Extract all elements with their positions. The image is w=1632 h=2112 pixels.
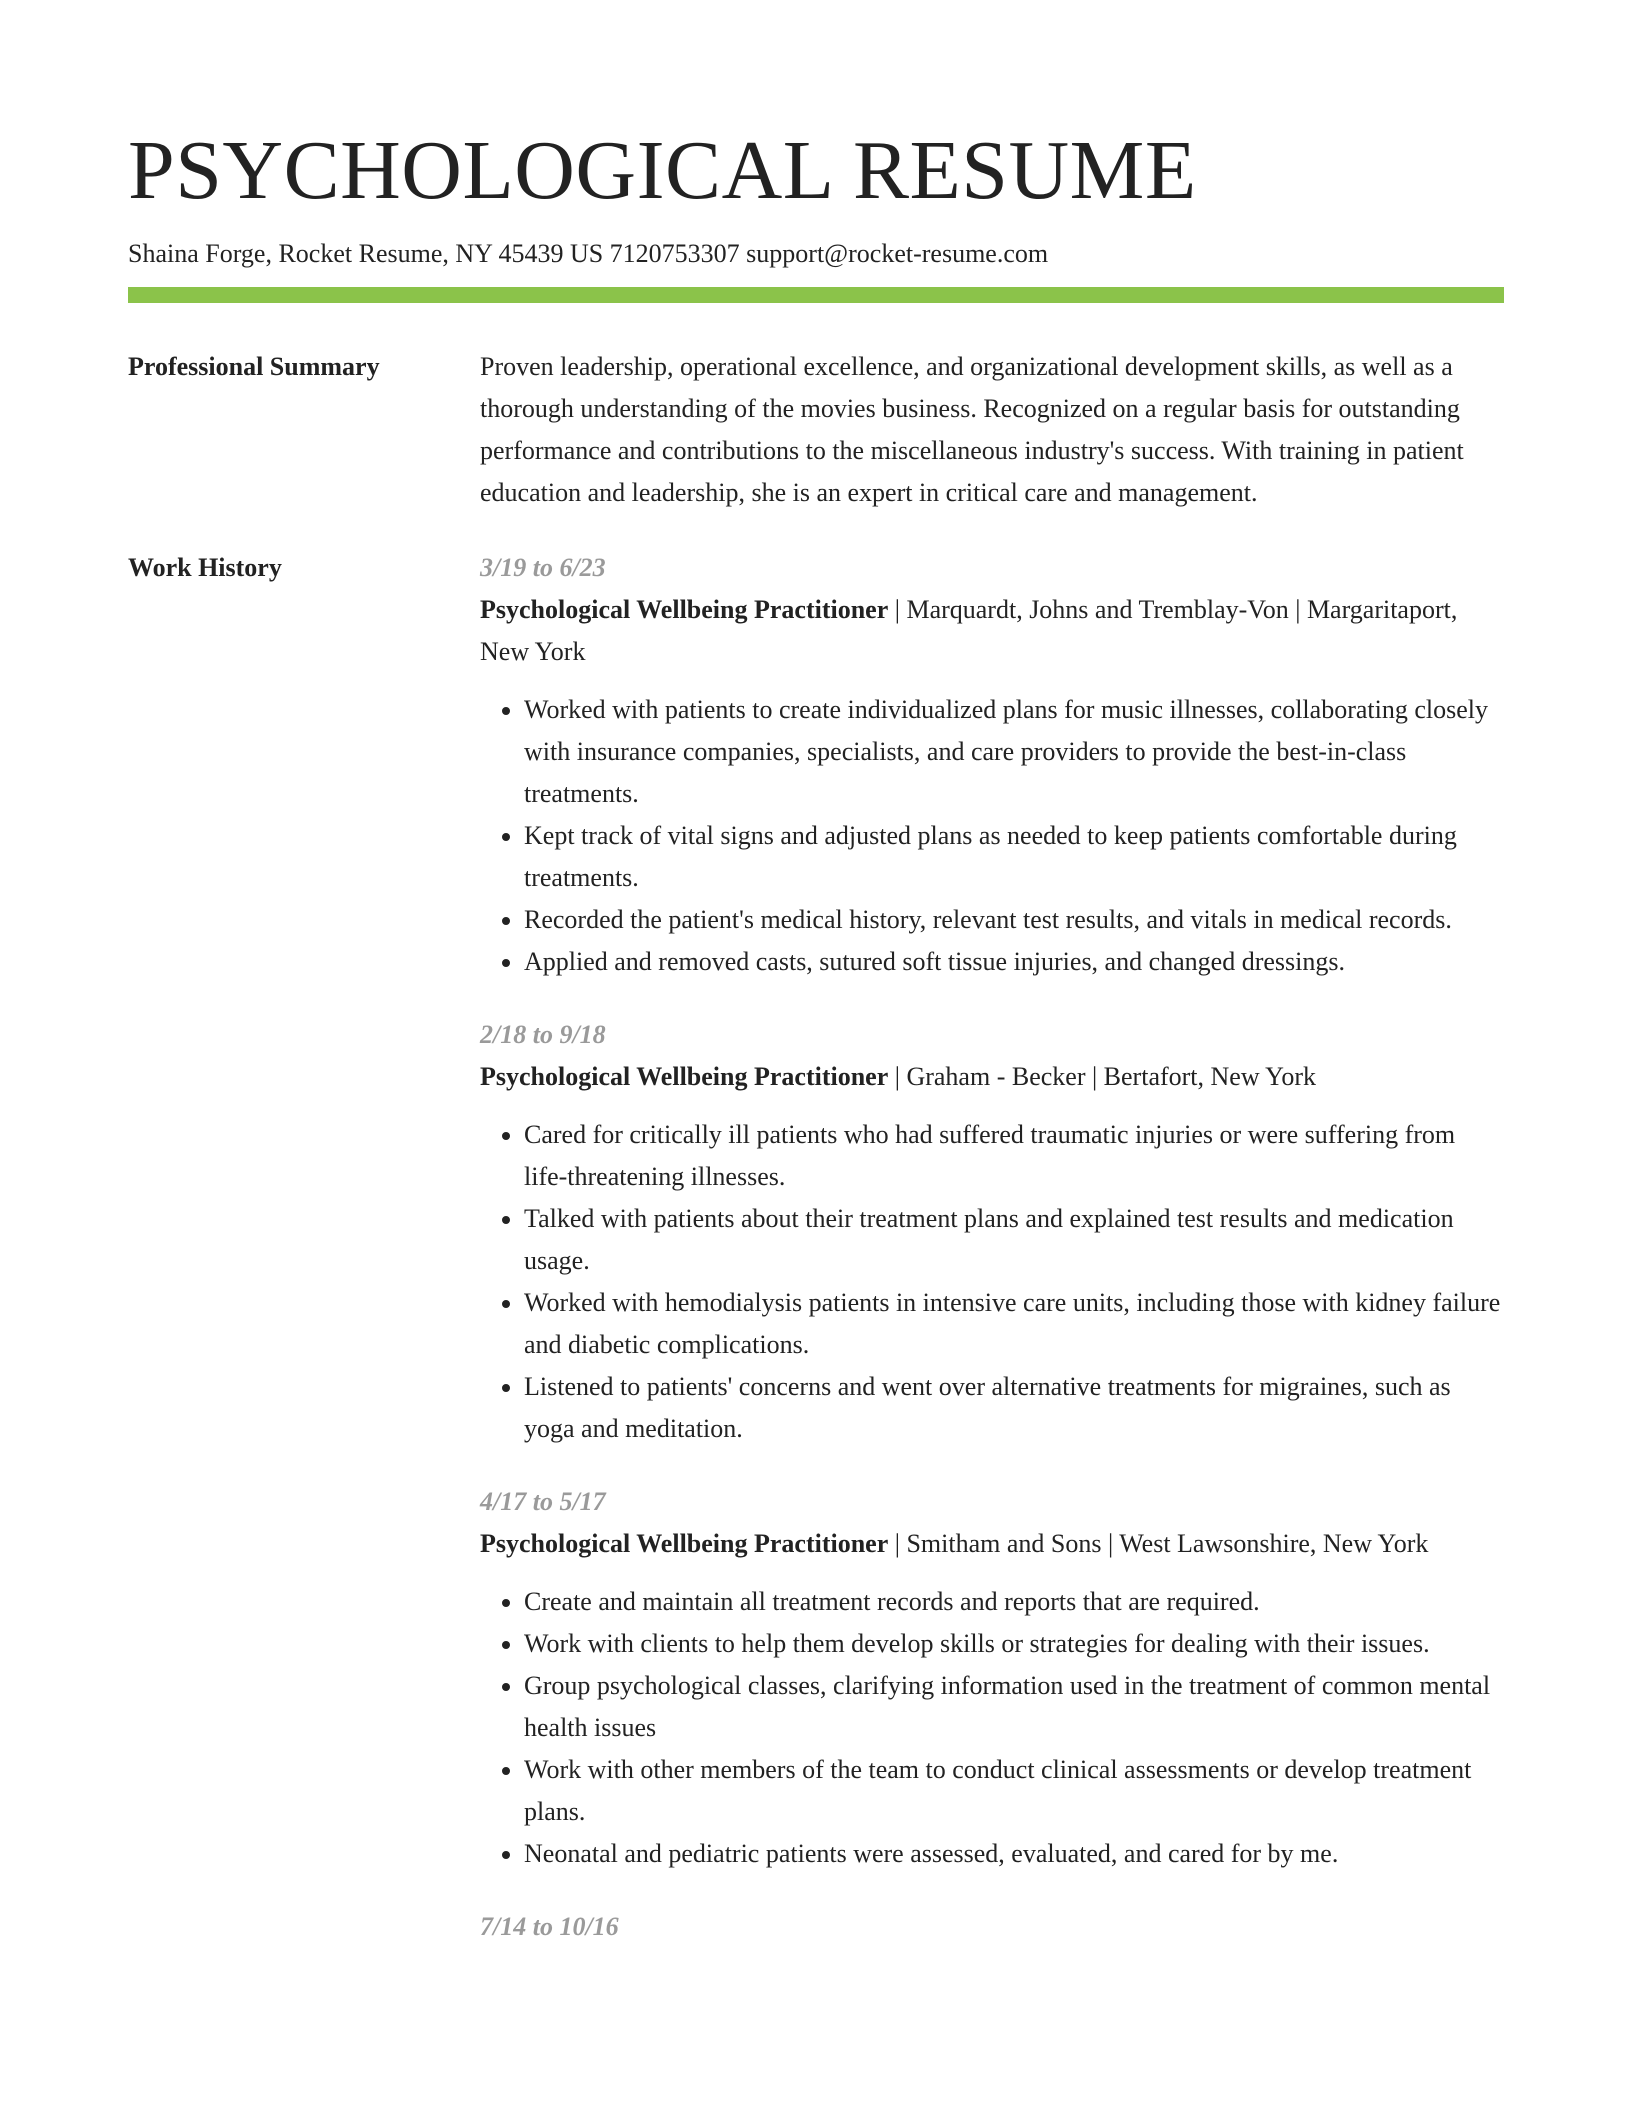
- job-bullet: • Cared for critically ill patients who had suffered traumatic injuries or were suffering from life-threatening illnesses.: [524, 1114, 1504, 1198]
- jobs-list: [480, 547, 1504, 1979]
- job-employer-location: | Marquardt, Johns and Tremblay-Von | Margaritaport, New York: [480, 595, 1458, 666]
- job-bullet: • Applied and removed casts, sutured soft tissue injuries, and changed dressings.: [524, 941, 1504, 983]
- job-dates: 7/14 to 10/16: [480, 1912, 619, 1941]
- job-bullet-list: [480, 1114, 1504, 1450]
- job-dates: 3/19 to 6/23: [480, 553, 606, 582]
- job-title-line: [480, 589, 1504, 673]
- job-entry: [480, 1906, 1504, 1948]
- job-bullet: • Worked with hemodialysis patients in intensive care units, including those with kidney failure and diabetic complications.: [524, 1282, 1504, 1366]
- job-bullet: • Talked with patients about their treatment plans and explained test results and medication usage.: [524, 1198, 1504, 1282]
- job-bullet: • Kept track of vital signs and adjusted plans as needed to keep patients comfortable during treatments.: [524, 815, 1504, 899]
- section-label: Work History: [128, 553, 282, 582]
- job-role: Psychological Wellbeing Practitioner: [480, 595, 889, 624]
- job-bullet: • Recorded the patient's medical history, relevant test results, and vitals in medical records.: [524, 899, 1504, 941]
- job-employer-location: | Smitham and Sons | West Lawsonshire, New York: [888, 1529, 1429, 1558]
- job-employer-location: | Graham - Becker | Bertafort, New York: [888, 1062, 1316, 1091]
- contact-line: Shaina Forge, Rocket Resume, NY 45439 US 7120753307 support@rocket-resume.com: [128, 239, 1049, 268]
- header-divider: [128, 287, 1504, 303]
- work-history-section: [128, 547, 1504, 1979]
- job-title-line: [480, 1523, 1504, 1565]
- job-entry: [480, 1014, 1504, 1450]
- job-bullet: • Work with clients to help them develop skills or strategies for dealing with their issues.: [524, 1623, 1504, 1665]
- job-title-line: [480, 1056, 1504, 1098]
- job-bullet: • Create and maintain all treatment records and reports that are required.: [524, 1581, 1504, 1623]
- job-entry: [480, 1481, 1504, 1875]
- job-bullet: • Worked with patients to create individualized plans for music illnesses, collaborating closely with insurance companies, specialists, and care providers to provide the best-in-class treatments.: [524, 689, 1504, 815]
- job-bullet-list: [480, 1581, 1504, 1875]
- job-bullet: • Group psychological classes, clarifying information used in the treatment of common mental health issues: [524, 1665, 1504, 1749]
- summary-section: [128, 346, 1504, 514]
- job-role: Psychological Wellbeing Practitioner: [480, 1062, 889, 1091]
- job-dates: 4/17 to 5/17: [480, 1487, 606, 1516]
- job-bullet-list: [480, 689, 1504, 983]
- summary-body: [480, 346, 1504, 514]
- summary-text: Proven leadership, operational excellence, and organizational development skills, as well as a thorough understanding of the movies business. Recognized on a regular basis for outstanding performance and contributions to the miscellaneous industry's success. With training in patient education and leadership, she is an expert in critical care and management.: [480, 352, 1464, 507]
- job-bullet: • Listened to patients' concerns and went over alternative treatments for migraines, such as yoga and meditation.: [524, 1366, 1504, 1450]
- job-dates: 2/18 to 9/18: [480, 1020, 606, 1049]
- job-entry: [480, 547, 1504, 983]
- job-role: Psychological Wellbeing Practitioner: [480, 1529, 889, 1558]
- resume-page: [128, 0, 1504, 1979]
- job-bullet: • Neonatal and pediatric patients were assessed, evaluated, and cared for by me.: [524, 1833, 1504, 1875]
- job-bullet: • Work with other members of the team to conduct clinical assessments or develop treatment plans.: [524, 1749, 1504, 1833]
- resume-title: PSYCHOLOGICAL RESUME: [128, 124, 1197, 217]
- section-label: Professional Summary: [128, 352, 380, 381]
